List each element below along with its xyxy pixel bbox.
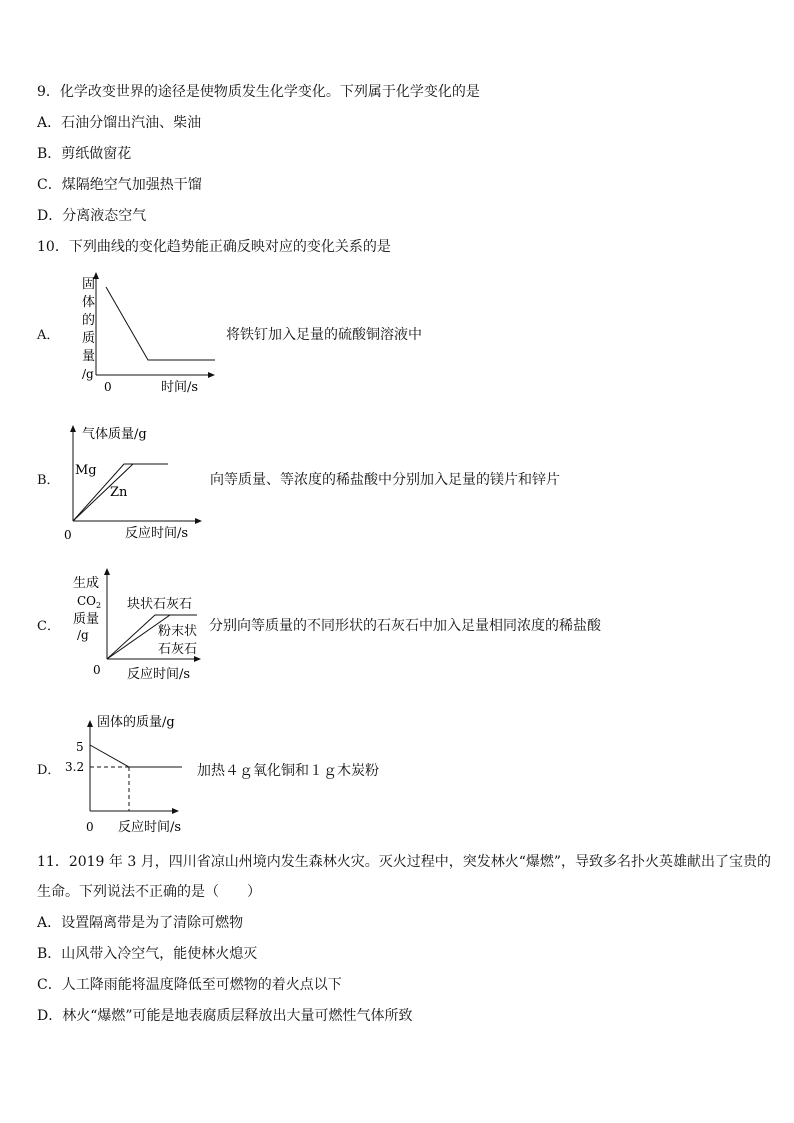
chart-d [60,710,200,838]
chart-a-x-arrow [208,372,215,378]
q10-stem: 10．下列曲线的变化趋势能正确反映对应的变化关系的是 [37,239,391,255]
chart-a-yunit: /g [82,367,94,381]
chart-d-xlabel: 反应时间/s [118,820,182,835]
q10-option-c-desc: 分别向等质量的不同形状的石灰石中加入足量相同浓度的稀盐酸 [209,618,601,634]
chart-c-y-arrow [104,568,110,575]
q9-stem: 9．化学改变世界的途径是使物质发生化学变化。下列属于化学变化的是 [37,84,480,100]
chart-c-origin: 0 [93,663,101,677]
chart-a-line [106,287,215,360]
chart-b-y-arrow [70,425,76,432]
chart-a-ylabel-1: 固 [82,277,96,292]
chart-d-ytick-3-2: 3.2 [65,760,85,774]
chart-b-ylabel: 气体质量/g [82,427,147,442]
chart-a-ylabel-2: 体 [82,295,96,310]
chart-a-origin: 0 [104,380,112,394]
chart-a [75,270,215,395]
chart-c-xlabel: 反应时间/s [127,667,191,682]
q11-option-c[interactable]: C．人工降雨能将温度降低至可燃物的着火点以下 [37,977,342,993]
q10-option-d-desc: 加热４ｇ氧化铜和１ｇ木炭粉 [197,763,379,779]
chart-a-ylabel-3: 的 [82,313,96,328]
chart-b-label-zn: Zn [110,485,128,500]
chart-b [60,418,210,543]
chart-d-origin: 0 [86,820,94,834]
q9-option-c[interactable]: C．煤隔绝空气加强热干馏 [37,177,202,193]
q10-option-a-letter[interactable]: A． [37,328,60,343]
q10-option-c-letter[interactable]: C． [37,619,60,634]
q10-option-a-desc: 将铁钉加入足量的硫酸铜溶液中 [226,327,422,343]
chart-a-ylabel-5: 量 [82,349,96,364]
chart-a-xlabel: 时间/s [161,380,199,395]
q9-option-b[interactable]: B．剪纸做窗花 [37,146,132,162]
chart-d-ytick-5: 5 [76,740,84,754]
chart-c-ylabel-3: 质量 [73,612,100,627]
q11-option-b[interactable]: B．山风带入冷空气，能使林火熄灭 [37,946,258,962]
chart-c-ylabel-2: $CO_2$ [77,594,102,610]
chart-d-line [90,745,182,767]
q10-option-b-letter[interactable]: B． [37,473,60,488]
chart-b-label-mg: Mg [75,463,97,478]
q11-stem-line1: 11．2019 年 3 月，四川省凉山州境内发生森林火灾。灭火过程中，突发林火“爆燃”，导致多名扑火英雄献出了宝贵的 [37,854,772,870]
chart-c-ylabel-4: /g [77,628,89,642]
chart-d-x-arrow [172,808,179,814]
q9-option-d[interactable]: D．分离液态空气 [37,208,147,224]
chart-c-ylabel-1: 生成 [73,576,100,591]
chart-c-label-powder-1: 粉末状 [158,624,198,639]
q9-option-a[interactable]: A．石油分馏出汽油、柴油 [37,115,202,131]
chart-b-x-arrow [195,518,202,524]
q10-option-d-letter[interactable]: D． [37,763,61,778]
q11-option-d[interactable]: D．林火“爆燃”可能是地表腐质层释放出大量可燃性气体所致 [37,1008,413,1024]
chart-b-xlabel: 反应时间/s [125,526,189,541]
chart-b-origin: 0 [64,528,72,542]
chart-c-label-powder-2: 石灰石 [158,642,198,657]
q11-stem-line2: 生命。下列说法不正确的是（ ） [37,884,261,900]
chart-d-y-arrow [87,720,93,727]
chart-a-ylabel-4: 质 [82,331,96,346]
chart-c [70,565,210,685]
chart-c-label-lump: 块状石灰石 [127,597,193,612]
q11-option-a[interactable]: A．设置隔离带是为了清除可燃物 [37,915,244,931]
q10-option-b-desc: 向等质量、等浓度的稀盐酸中分别加入足量的镁片和锌片 [210,472,560,488]
chart-d-ylabel: 固体的质量/g [97,715,175,730]
